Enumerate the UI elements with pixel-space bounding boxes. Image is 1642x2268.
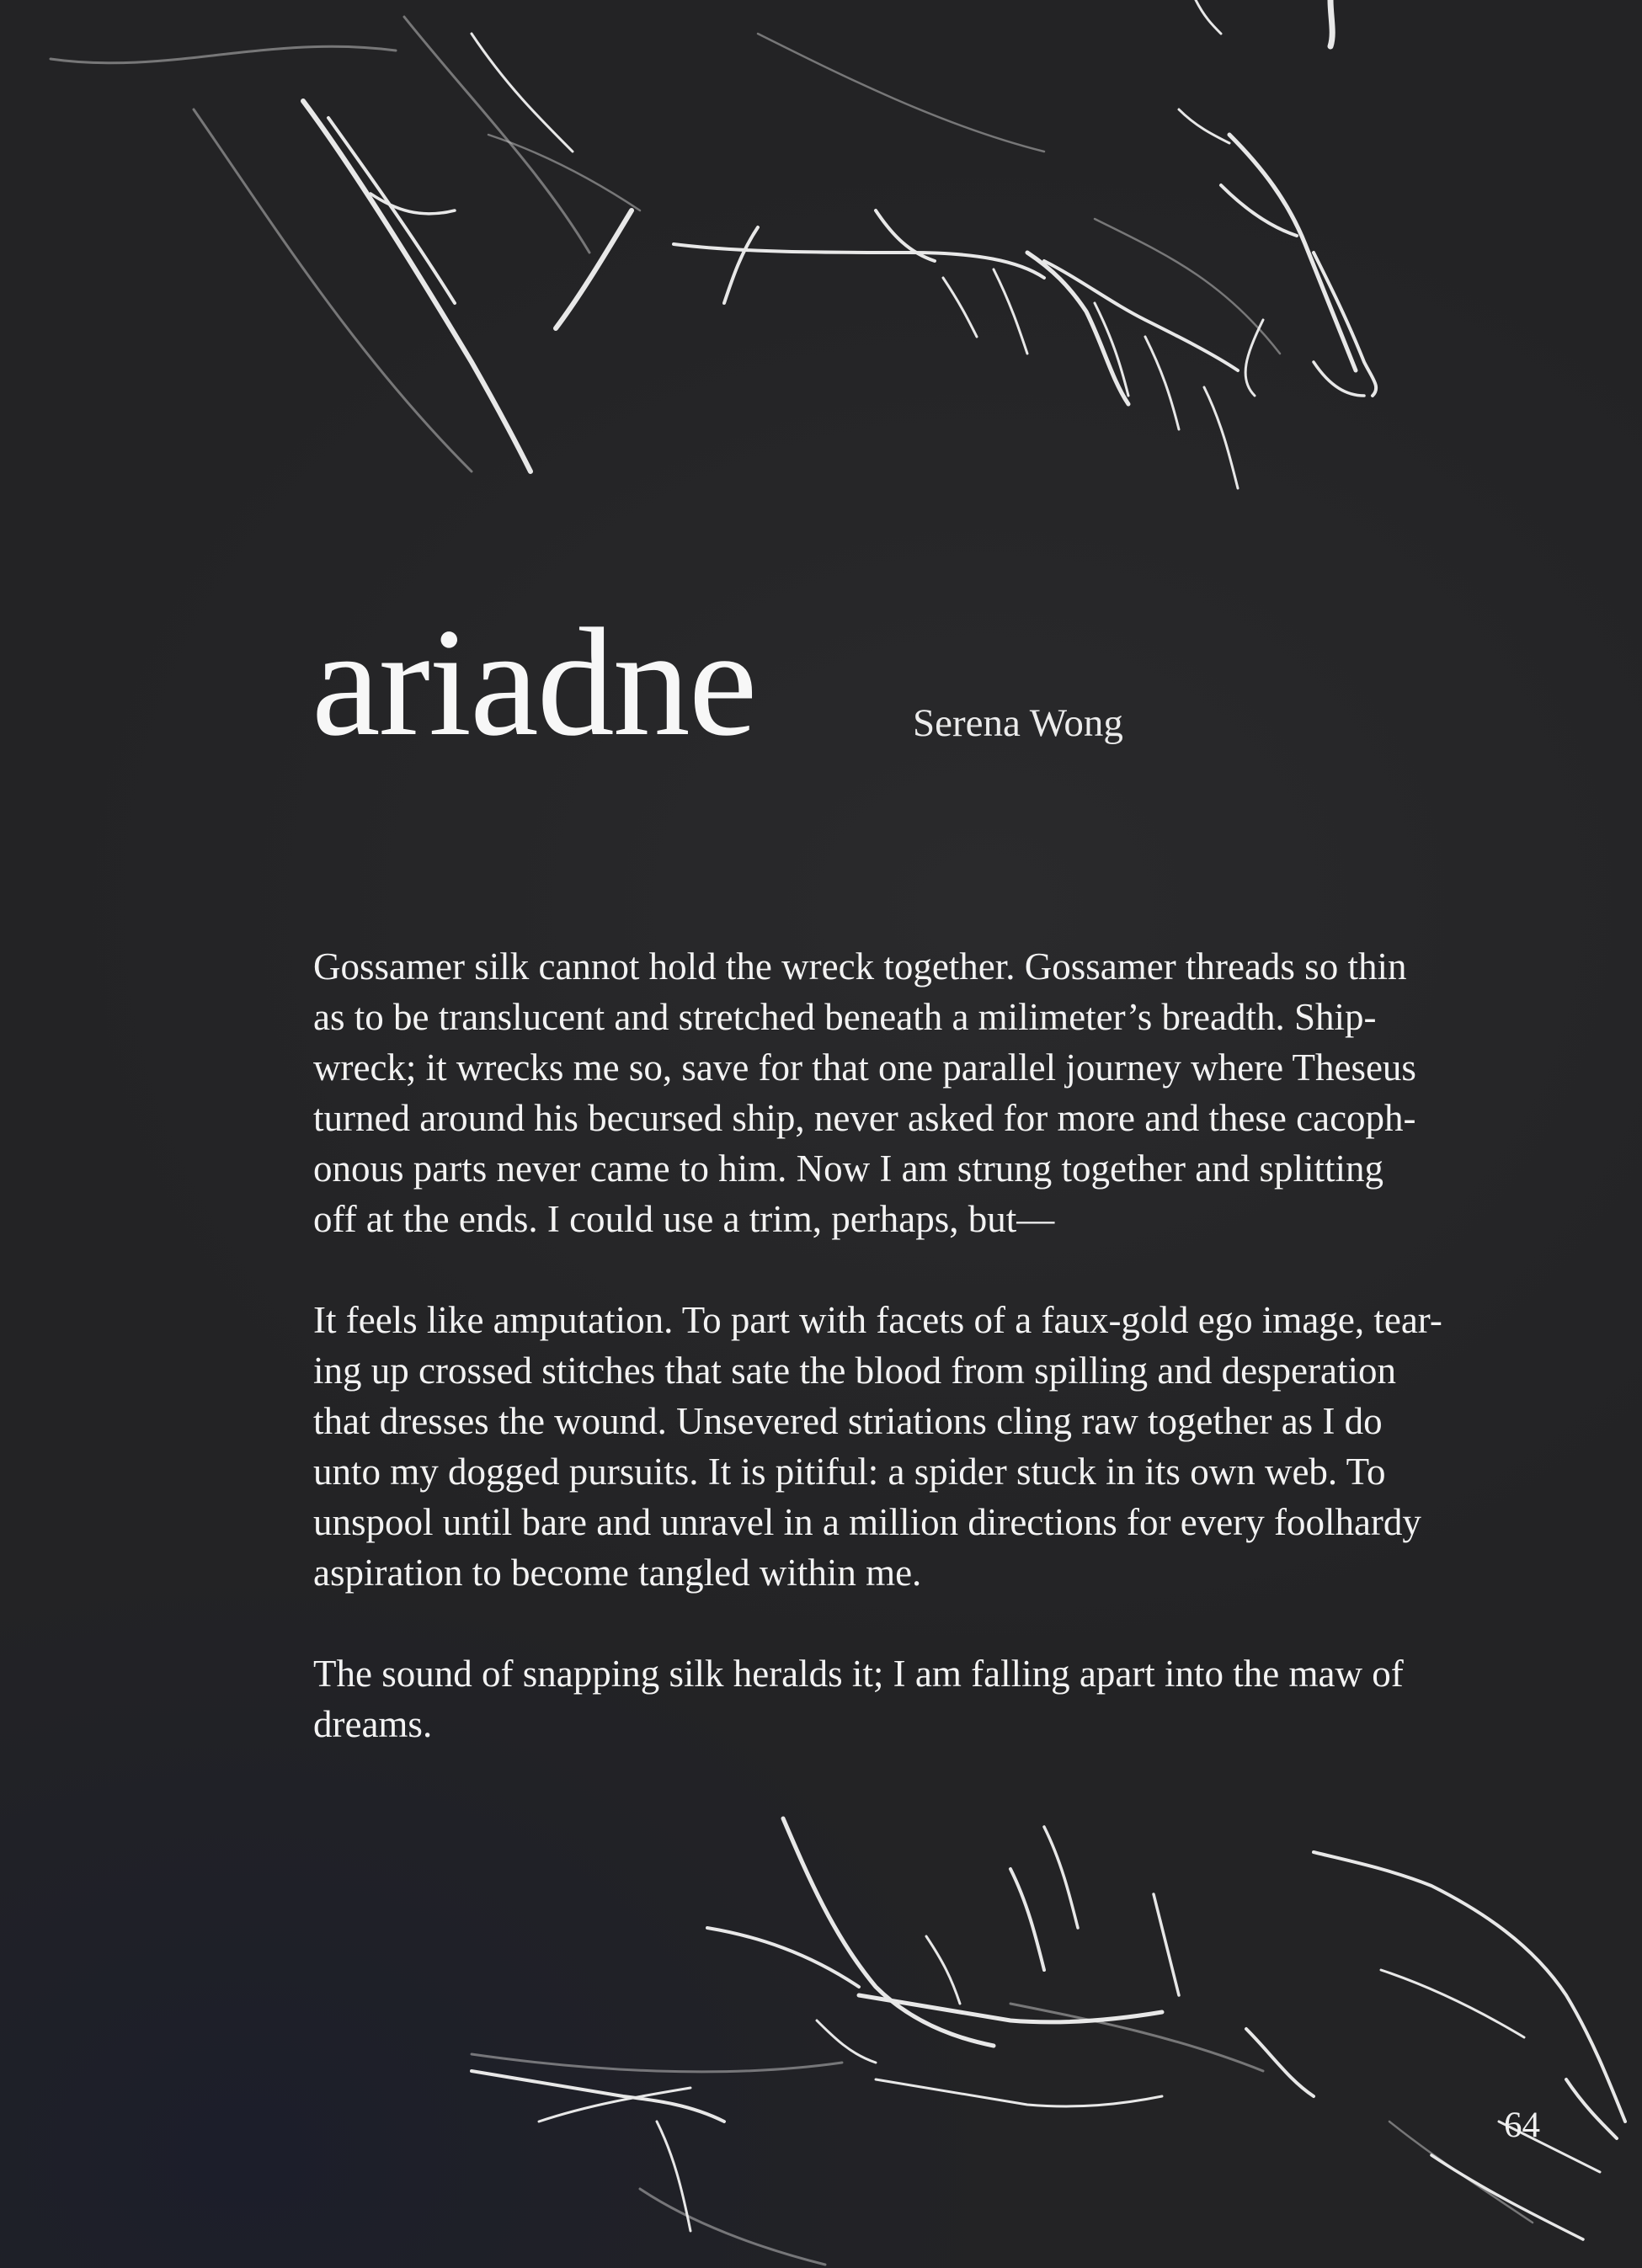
poem-paragraph — [313, 1295, 1458, 1598]
text-line: Gossamer silk cannot hold the wreck together. Gossamer threads so thin — [313, 945, 1407, 988]
poem-paragraph — [313, 1648, 1458, 1749]
page-number: 64 — [1504, 2106, 1540, 2145]
text-line: ing up crossed stitches that sate the blood from spilling and desperation — [313, 1350, 1396, 1392]
text-line: It feels like amputation. To part with facets of a faux-gold ego image, tear- — [313, 1299, 1442, 1341]
text-line: off at the ends. I could use a trim, perhaps, but— — [313, 1198, 1055, 1240]
poem-body — [313, 941, 1458, 1800]
text-line: dreams. — [313, 1703, 433, 1745]
text-line: wreck; it wrecks me so, save for that one parallel journey where Theseus — [313, 1046, 1416, 1089]
poem-title: ariadne — [312, 596, 756, 768]
text-line: aspiration to become tangled within me. — [313, 1552, 922, 1594]
text-line: that dresses the wound. Unsevered striations cling raw together as I do — [313, 1400, 1383, 1442]
poem-paragraph — [313, 941, 1458, 1244]
text-line: turned around his becursed ship, never asked for more and these cacoph- — [313, 1097, 1416, 1139]
text-line: as to be translucent and stretched beneath a milimeter’s breadth. Ship- — [313, 996, 1377, 1038]
text-line: unto my dogged pursuits. It is pitiful: a spider stuck in its own web. To — [313, 1451, 1386, 1493]
text-line: onous parts never came to him. Now I am strung together and splitting — [313, 1147, 1383, 1190]
text-line: The sound of snapping silk heralds it; I am falling apart into the maw of — [313, 1653, 1404, 1695]
text-line: unspool until bare and unravel in a million directions for every foolhardy — [313, 1501, 1421, 1543]
author-name: Serena Wong — [913, 701, 1123, 745]
